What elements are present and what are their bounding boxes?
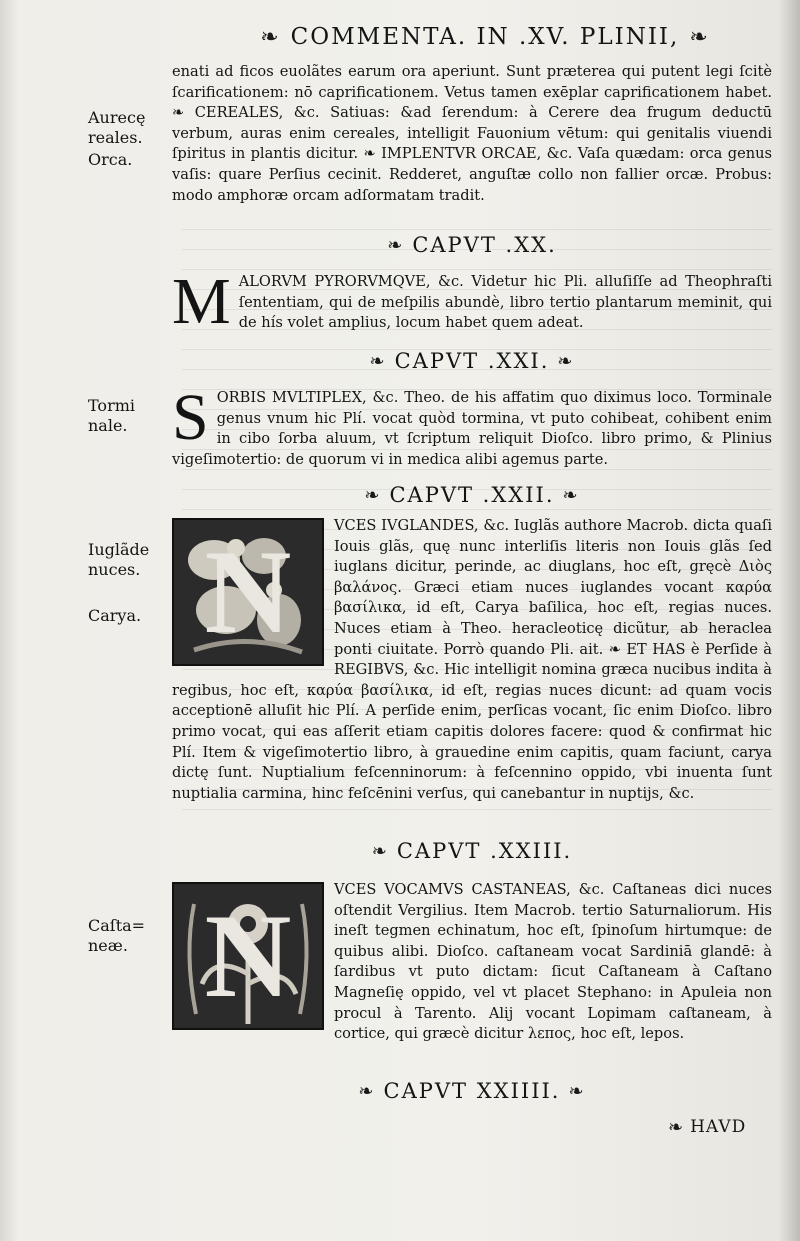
- margin-note-carya: Carya.: [88, 606, 142, 625]
- fleuron-icon: ❧: [260, 24, 281, 50]
- margin-note-castaneae: Caſta= neæ.: [88, 916, 146, 955]
- fleuron-icon: ❧: [689, 24, 710, 50]
- fleuron-icon: ❧: [557, 350, 575, 372]
- fleuron-icon: ❧: [364, 484, 382, 506]
- fleuron-icon: ❧: [371, 840, 389, 862]
- woodcut-letter: N: [204, 888, 292, 1022]
- chapter-heading-23: ❧ CAPVT .XXIII.: [371, 839, 573, 863]
- catchword: ❧ HAVD: [668, 1116, 747, 1138]
- page-edge-shadow: [778, 0, 800, 1241]
- chapter-heading-20: ❧ CAPVT .XX.: [387, 233, 557, 257]
- historiated-initial-woodcut: [172, 518, 324, 666]
- chapter-23-text: N VCES VOCAMVS CASTANEAS, &c. Caſtaneas dici nuces oſtendit Vergilius. Item Macrob. tertio Saturnaliorum. His ineſt tegmen echinatum, hoc eſt, ſpinoſum hirtumque: de quibus alibi. Dioſco. caſtaneam vocat Sardiniā glandē: à ſardibus vt puto dictam: ſicut Caſtaneam à Caſtano Magneſię oppido, vel vt placet Stephano: in Apuleia non procul à Tarento. Alij vocant Lopimam caſtaneam, à cortice, qui græcè dicitur λεπος, hoc eſt, lepos.: [172, 880, 772, 1045]
- running-header: [205, 20, 765, 54]
- fleuron-icon: ❧: [369, 350, 387, 372]
- margin-note-iuglande: Iuglãde nuces.: [88, 540, 150, 579]
- intro-paragraph: enati ad ficos euolãtes earum ora aperiunt. Sunt præterea qui putent legi ſcitè ſcarificationem: nō caprificationem. Vetus tamen exēplar caprificationem habet. ❧ CEREALES, &c. Satiuas: &ad ſerendum: à Cerere dea frugum deductū verbum, auras enim cereales, intelligit Fauonium vētum: qui genitalis viuendi ſpiritus in plantis dicitur. ❧ IMPLENTVR ORCAE, &c. Vaſa quædam: orca genus vaſis: quare Perſius cecinit. Redderet, anguſtæ collo non fallier orcæ. Probus: modo amphoræ orcam adſormatam tradit.: [172, 63, 772, 204]
- chapter-heading-22: ❧ CAPVT .XXII. ❧: [364, 483, 580, 507]
- chapter-22-text: N VCES IVGLANDES, &c. Iuglãs authore Macrob. dicta quaſi Iouis glãs, quę nunc interliſis literis non Iouis glãs ſed iuglans dicitur, perinde, ac diuglans, hoc eſt, gręcè Διὸς βαλάνος. Græci etiam nuces iuglandes vocant καρύα βασίλικα, id eſt, Carya baſilica, hoc eſt, regias nuces. Nuces etiam à Theo. heracleoticę dicũtur, ab heraclea ponti ciuitate. Porrò quando Pli. ait. ❧ ET HAS è Perſide à REGIBVS, &c. Hic intelligit nomina græca nucibus indita à regibus, hoc eſt, καρύα βασίλικα, id eſt, regias nuces dicunt: ad quam vocis acceptionē alluſit hic Plí. A perſide enim, perſicas vocant, ſic enim Dioſco. libro primo vocat, qui eas aſſerit etiam capitis dolores facere: quod & confirmat hic Plí. Item & vigeſimotertio libro, à grauedine enim capitis, quam faciunt, carya dictę ſunt. Nuptialium feſcenninorum: à feſcennino oppido, vbi inuenta ſunt nuptialia carmina, hinc feſcēnini verſus, qui canebantur in nuptijs, &c.: [172, 517, 772, 802]
- drop-cap-initial: S: [172, 381, 209, 454]
- fleuron-icon: ❧: [358, 1080, 376, 1102]
- fleuron-icon: ❧: [668, 1116, 685, 1138]
- floral-initial-woodcut: [172, 882, 324, 1030]
- woodcut-letter: N: [204, 524, 292, 658]
- chapter-heading-21: ❧ CAPVT .XXI. ❧: [369, 349, 575, 373]
- header-title: COMMENTA. IN .XV. PLINII,: [290, 24, 680, 50]
- margin-note-aurea: Aurecę reales.: [88, 108, 146, 147]
- margin-note-torminale: Tormi nale.: [88, 396, 135, 435]
- chapter-heading-24: ❧ CAPVT XXIIII. ❧: [358, 1079, 586, 1103]
- margin-note-orca: Orca.: [88, 150, 133, 169]
- fleuron-icon: ❧: [562, 484, 580, 506]
- fleuron-icon: ❧: [387, 234, 405, 256]
- fleuron-icon: ❧: [568, 1080, 586, 1102]
- chapter-20-text: M ALORVM PYRORVMQVE, &c. Videtur hic Pli. alluſiſſe ad Theophraſti ſententiam, qui de meſpilis abundè, libro tertio plantarum meminit, qui de hís volet amplius, locum habet quem adeat.: [172, 265, 772, 338]
- drop-cap-initial: M: [172, 265, 231, 338]
- chapter-21-text: S ORBIS MVLTIPLEX, &c. Theo. de his affatim quo diximus loco. Torminale genus vnum hic Plí. vocat quòd tormina, vt puto cohibeat, cohibent enim in cibo ſorba aluum, vt ſcriptum reliquit Dioſco. libro primo, & Plinius vigeſimotertio: de quorum vi in medica alibi agemus parte.: [172, 381, 772, 468]
